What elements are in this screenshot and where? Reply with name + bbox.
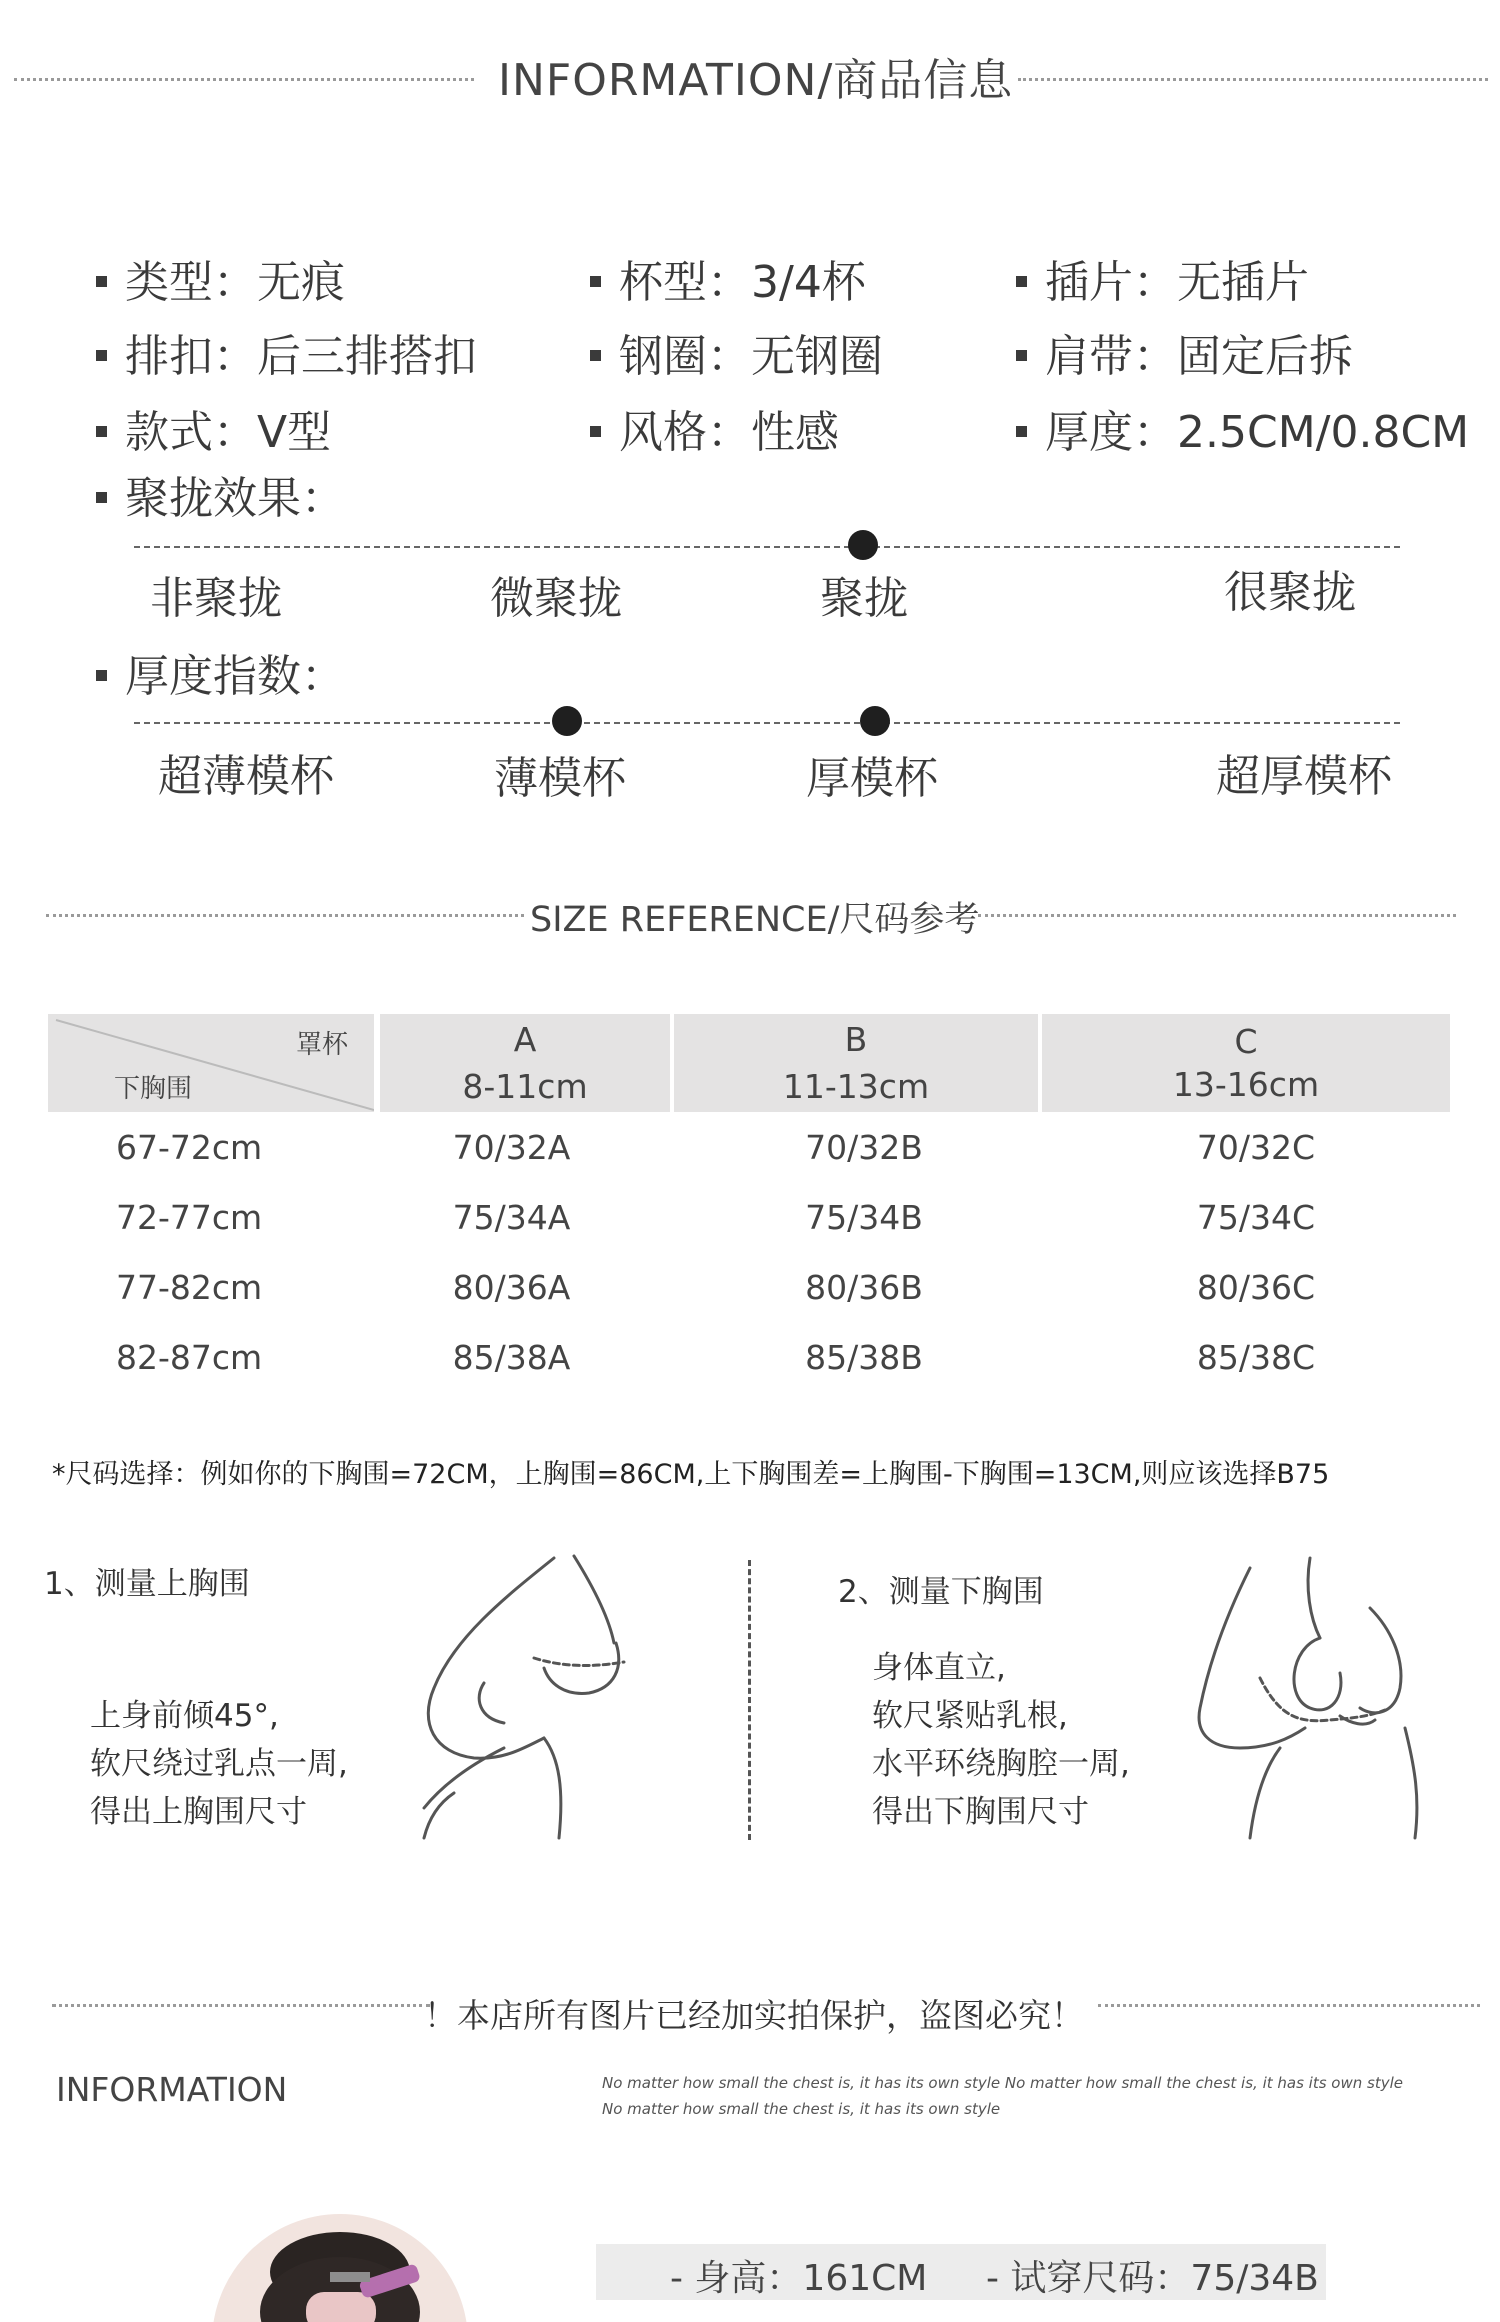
tagline: No matter how small the chest is, it has its own style	[602, 2100, 1001, 2118]
attribute-label: 肩带：固定后拆	[1045, 331, 1353, 382]
size-table-corner	[48, 1014, 377, 1112]
size-cell: 80/36B	[805, 1267, 923, 1307]
model-measurements-bar	[596, 2244, 1326, 2300]
size-cell: 85/38C	[1196, 1337, 1316, 1377]
table-row	[48, 1322, 1450, 1392]
push-up-level: 聚拢	[820, 573, 908, 624]
measure-line: 上身前倾45°,	[90, 1698, 279, 1734]
size-cell: 70/32B	[805, 1127, 923, 1167]
attribute-label: 插片：无插片	[1045, 257, 1309, 308]
cup-range: 13-16cm	[1172, 1065, 1320, 1104]
attribute-label: 类型：无痕	[125, 257, 345, 308]
size-table	[48, 1014, 1450, 1392]
size-table-header	[1040, 1014, 1450, 1112]
measure-line: 得出下胸围尺寸	[872, 1794, 1089, 1830]
bullet-icon	[1016, 426, 1027, 437]
tagline: No matter how small the chest is, it has its own style No matter how small the chest is, it has its own style	[602, 2074, 1403, 2092]
table-row	[48, 1182, 1450, 1252]
cup-letter: C	[1234, 1022, 1258, 1061]
thickness-title	[96, 640, 345, 704]
measure-divider	[748, 1560, 751, 1840]
size-cell: 85/38A	[452, 1337, 571, 1377]
attribute-label: 排扣：后三排搭扣	[125, 331, 477, 382]
attribute-label: 款式：V型	[125, 407, 332, 458]
push-up-scale-line	[134, 546, 1400, 548]
size-cell: 75/34C	[1196, 1197, 1316, 1237]
divider-left	[52, 2004, 430, 2007]
thickness-level: 超厚模杯	[1216, 751, 1392, 802]
corner-label-cup: 罩杯	[295, 1030, 348, 1060]
table-row	[48, 1252, 1450, 1322]
bullet-icon	[96, 670, 107, 681]
size-selection-note: *尺码选择：例如你的下胸围=72CM，上胸围=86CM,上下胸围差=上胸围-下胸围=13CM,则应该选择B75	[52, 1459, 1330, 1490]
model-photo	[210, 2212, 490, 2322]
attribute-type	[96, 246, 345, 310]
cup-letter: B	[844, 1020, 868, 1059]
measure-lower-title: 2、测量下胸围	[838, 1574, 1044, 1610]
attribute-strap	[1016, 320, 1353, 384]
size-table-header	[377, 1014, 672, 1112]
size-cell: 75/34A	[452, 1197, 571, 1237]
size-cell: 80/36C	[1196, 1267, 1316, 1307]
bullet-icon	[96, 426, 107, 437]
bullet-icon	[1016, 276, 1027, 287]
thickness-level: 薄模杯	[494, 753, 626, 804]
measure-line: 软尺紧贴乳根,	[872, 1698, 1068, 1734]
thickness-marker-thick	[860, 706, 890, 736]
attribute-cup	[590, 246, 866, 310]
upper-bust-illustration	[384, 1548, 654, 1848]
thickness-level: 超薄模杯	[158, 751, 334, 802]
measure-line: 得出上胸围尺寸	[90, 1794, 307, 1830]
info-section-title: INFORMATION/商品信息	[498, 55, 1014, 106]
measure-line: 身体直立,	[872, 1650, 1006, 1686]
underbust-cell: 82-87cm	[116, 1337, 263, 1377]
attribute-buckle	[96, 320, 477, 384]
divider-left	[14, 78, 474, 81]
attribute-style	[96, 396, 331, 460]
push-up-title-label: 聚拢效果：	[125, 473, 345, 524]
push-up-level: 非聚拢	[150, 573, 282, 624]
underbust-cell: 67-72cm	[116, 1127, 263, 1167]
size-table-header	[672, 1014, 1040, 1112]
thickness-title-label: 厚度指数：	[125, 651, 345, 702]
attribute-look	[590, 396, 839, 460]
thickness-scale-line	[134, 722, 1400, 724]
cup-range: 8-11cm	[462, 1067, 588, 1106]
measure-line: 水平环绕胸腔一周,	[872, 1746, 1130, 1782]
bullet-icon	[96, 350, 107, 361]
measure-upper-title: 1、测量上胸围	[44, 1566, 250, 1602]
measure-lower-text	[872, 1644, 1130, 1836]
copyright-notice: ！本店所有图片已经加实拍保护，盗图必究！	[424, 1996, 1084, 2035]
attribute-label: 厚度：2.5CM/0.8CM	[1045, 407, 1470, 458]
size-cell: 75/34B	[805, 1197, 923, 1237]
size-section-title: SIZE REFERENCE/尺码参考	[530, 900, 980, 940]
bullet-icon	[590, 426, 601, 437]
push-up-level: 很聚拢	[1224, 567, 1356, 618]
size-cell: 80/36A	[452, 1267, 571, 1307]
size-cell: 70/32C	[1196, 1127, 1316, 1167]
bullet-icon	[1016, 350, 1027, 361]
thickness-level: 厚模杯	[806, 753, 938, 804]
attribute-insert	[1016, 246, 1309, 310]
underbust-cell: 77-82cm	[116, 1267, 263, 1307]
bullet-icon	[590, 350, 601, 361]
model-info-title: INFORMATION	[56, 2070, 288, 2109]
table-row	[48, 1112, 1450, 1182]
size-cell: 85/38B	[805, 1337, 923, 1377]
bullet-icon	[590, 276, 601, 287]
thickness-marker-thin	[552, 706, 582, 736]
model-height: - 身高：161CM	[670, 2258, 928, 2299]
divider-right	[1018, 78, 1488, 81]
size-cell: 70/32A	[452, 1127, 571, 1167]
push-up-title	[96, 462, 345, 526]
corner-label-underbust: 下胸围	[114, 1074, 193, 1104]
divider-right	[1098, 2004, 1480, 2007]
bullet-icon	[96, 276, 107, 287]
measure-line: 软尺绕过乳点一周,	[90, 1746, 348, 1782]
attribute-label: 钢圈：无钢圈	[619, 331, 883, 382]
cup-range: 11-13cm	[782, 1067, 930, 1106]
attribute-label: 杯型：3/4杯	[619, 257, 866, 308]
under-bust-illustration	[1190, 1548, 1460, 1848]
push-up-marker	[848, 530, 878, 560]
underbust-cell: 72-77cm	[116, 1197, 263, 1237]
bullet-icon	[96, 492, 107, 503]
cup-letter: A	[513, 1020, 537, 1059]
attribute-thickness	[1016, 396, 1469, 460]
divider-right	[978, 914, 1456, 917]
attribute-label: 风格：性感	[619, 407, 839, 458]
divider-left	[46, 914, 524, 917]
measure-upper-text	[90, 1692, 348, 1836]
push-up-level: 微聚拢	[490, 573, 622, 624]
attribute-wire	[590, 320, 883, 384]
model-try-size: - 试穿尺码：75/34B	[986, 2258, 1319, 2299]
